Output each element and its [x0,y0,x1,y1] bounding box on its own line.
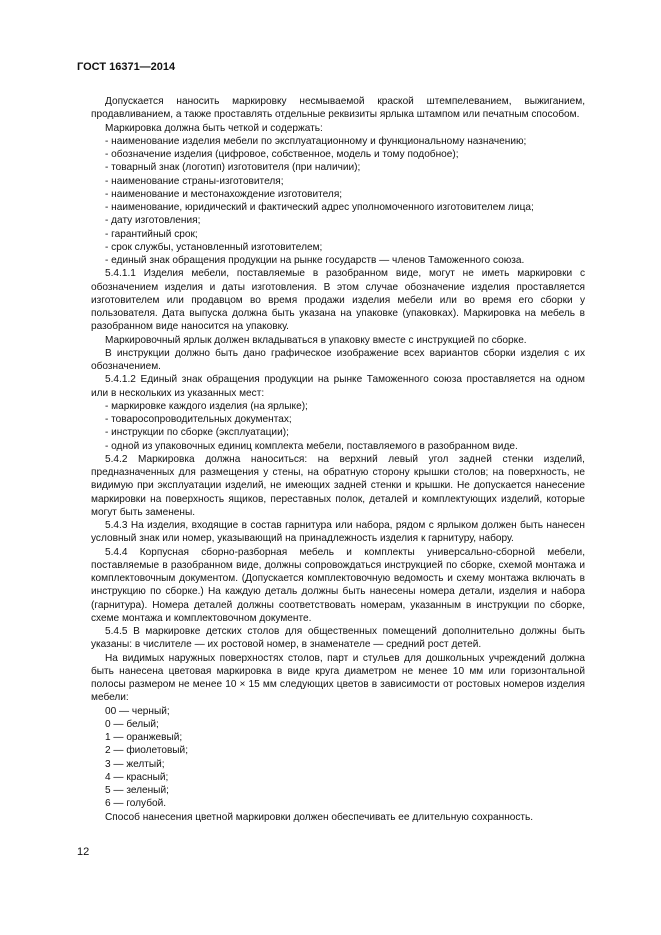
list-item: - срок службы, установленный изготовителем; [105,241,323,253]
list-item: 3 — желтый; [105,758,165,770]
list-item: 2 — фиолетовый; [105,745,189,757]
page-number: 12 [77,846,90,858]
paragraph: 5.4.4 Корпусная сборно-разборная мебель и комплекты универсально-сборной мебели, поставляемые в разобранном виде, должны сопровождаться инструкцией по сборке, схемой монтажа и комплектовочным документом. (Допускается комплектовочную ведомость и схему монтажа включать в инструкцию по сборке.) На каждую деталь должны быть нанесены номера детали, изделия и набора (гарнитура). Номера деталей должны соответствовать номерам, указанным в инструкции по сборке, схеме монтажа и комплектовочном документе. [91,546,585,624]
list-item: - наименование, юридический и фактический адрес уполномоченного изготовителем лица; [105,202,534,213]
list-item: 00 — черный; [105,705,170,717]
list-item: 0 — белый; [105,718,159,730]
paragraph: 5.4.1.2 Единый знак обращения продукции на рынке Таможенного союза проставляется на одном или в нескольких из указанных мест: [91,374,585,399]
list-item: - наименование изделия мебели по эксплуатационному и функциональному назначению; [105,135,527,147]
paragraph: Допускается наносить маркировку несмываемой краской штемпелеванием, выжиганием, продавливанием, а также проставлять отдельные реквизиты ярлыка штампом или печатным способом. [91,96,585,121]
list-item: - одной из упаковочных единиц комплекта мебели, поставляемого в разобранном виде. [105,440,518,452]
list-item: - товаросопроводительных документах; [105,414,292,425]
paragraph: Способ нанесения цветной маркировки должен обеспечивать ее длительную сохранность. [105,811,534,823]
list-item: 6 — голубой. [105,798,167,810]
list-item: - наименование страны-изготовителя; [105,175,284,187]
color-code-list [91,705,585,811]
paragraph: В инструкции должно быть дано графическое изображение всех вариантов сборки изделия с их обозначением. [91,347,585,372]
list-item: 1 — оранжевый; [105,732,183,743]
list-item: - обозначение изделия (цифровое, собственное, модель и тому подобное); [105,149,459,160]
document-body [91,95,585,824]
list-item: - гарантийный срок; [105,228,198,240]
page-header: ГОСТ 16371—2014 [77,61,176,73]
list-item: - наименование и местонахождение изготовителя; [105,188,343,200]
list-item: - единый знак обращения продукции на рынке государств — членов Таможенного союза. [105,255,525,266]
list-item: 5 — зеленый; [105,785,169,796]
paragraph: 5.4.1.1 Изделия мебели, поставляемые в разобранном виде, могут не иметь маркировки с обозначением изделия и даты изготовления. В этом случае обозначение изделия проставляется изготовителем или продавцом во время продажи изделия мебели или во время его сборки у пользователя. Дата выпуска должна быть указана на упаковке (упаковках). Маркировка на мебель в разобранном виде наносится на упаковку. [91,268,585,333]
paragraph: Маркировочный ярлык должен вкладываться в упаковку вместе с инструкцией по сборке. [105,334,527,346]
marking-requirements-list [91,135,585,268]
list-item: - дату изготовления; [105,215,201,227]
list-item: - инструкции по сборке (эксплуатации); [105,427,289,439]
list-item: - маркировке каждого изделия (на ярлыке); [105,400,308,412]
paragraph: Маркировка должна быть четкой и содержать: [105,122,323,134]
paragraph: 5.4.5 В маркировке детских столов для общественных помещений дополнительно должны быть указаны: в числителе — их ростовой номер, в знаменателе — средний рост детей. [91,626,585,651]
mark-placement-list [91,400,585,453]
list-item: 4 — красный; [105,771,169,783]
paragraph: На видимых наружных поверхностях столов, парт и стульев для дошкольных учреждений должна быть нанесена цветовая маркировка в виде круга диаметром не менее 10 мм или горизонтальной полосы размером не менее 10 × 15 мм следующих цветов в зависимости от ростовых номеров изделия мебели: [91,652,585,704]
paragraph: 5.4.3 На изделия, входящие в состав гарнитура или набора, рядом с ярлыком должен быть нанесен условный знак или номер, указывающий на принадлежность изделия к гарнитуру, набору. [91,520,585,545]
paragraph: 5.4.2 Маркировка должна наноситься: на верхний левый угол задней стенки изделий, предназначенных для размещения у стены, на обратную сторону крышки столов; на поверхность, не видимую при эксплуатации изделий, не имеющих задней стенки и крышки. Не допускается нанесение маркировки на поверхность ящиков, переставных полок, деталей и комплектующих изделий, которые могут быть заменены. [91,453,585,518]
list-item: - товарный знак (логотип) изготовителя (при наличии); [105,162,361,174]
